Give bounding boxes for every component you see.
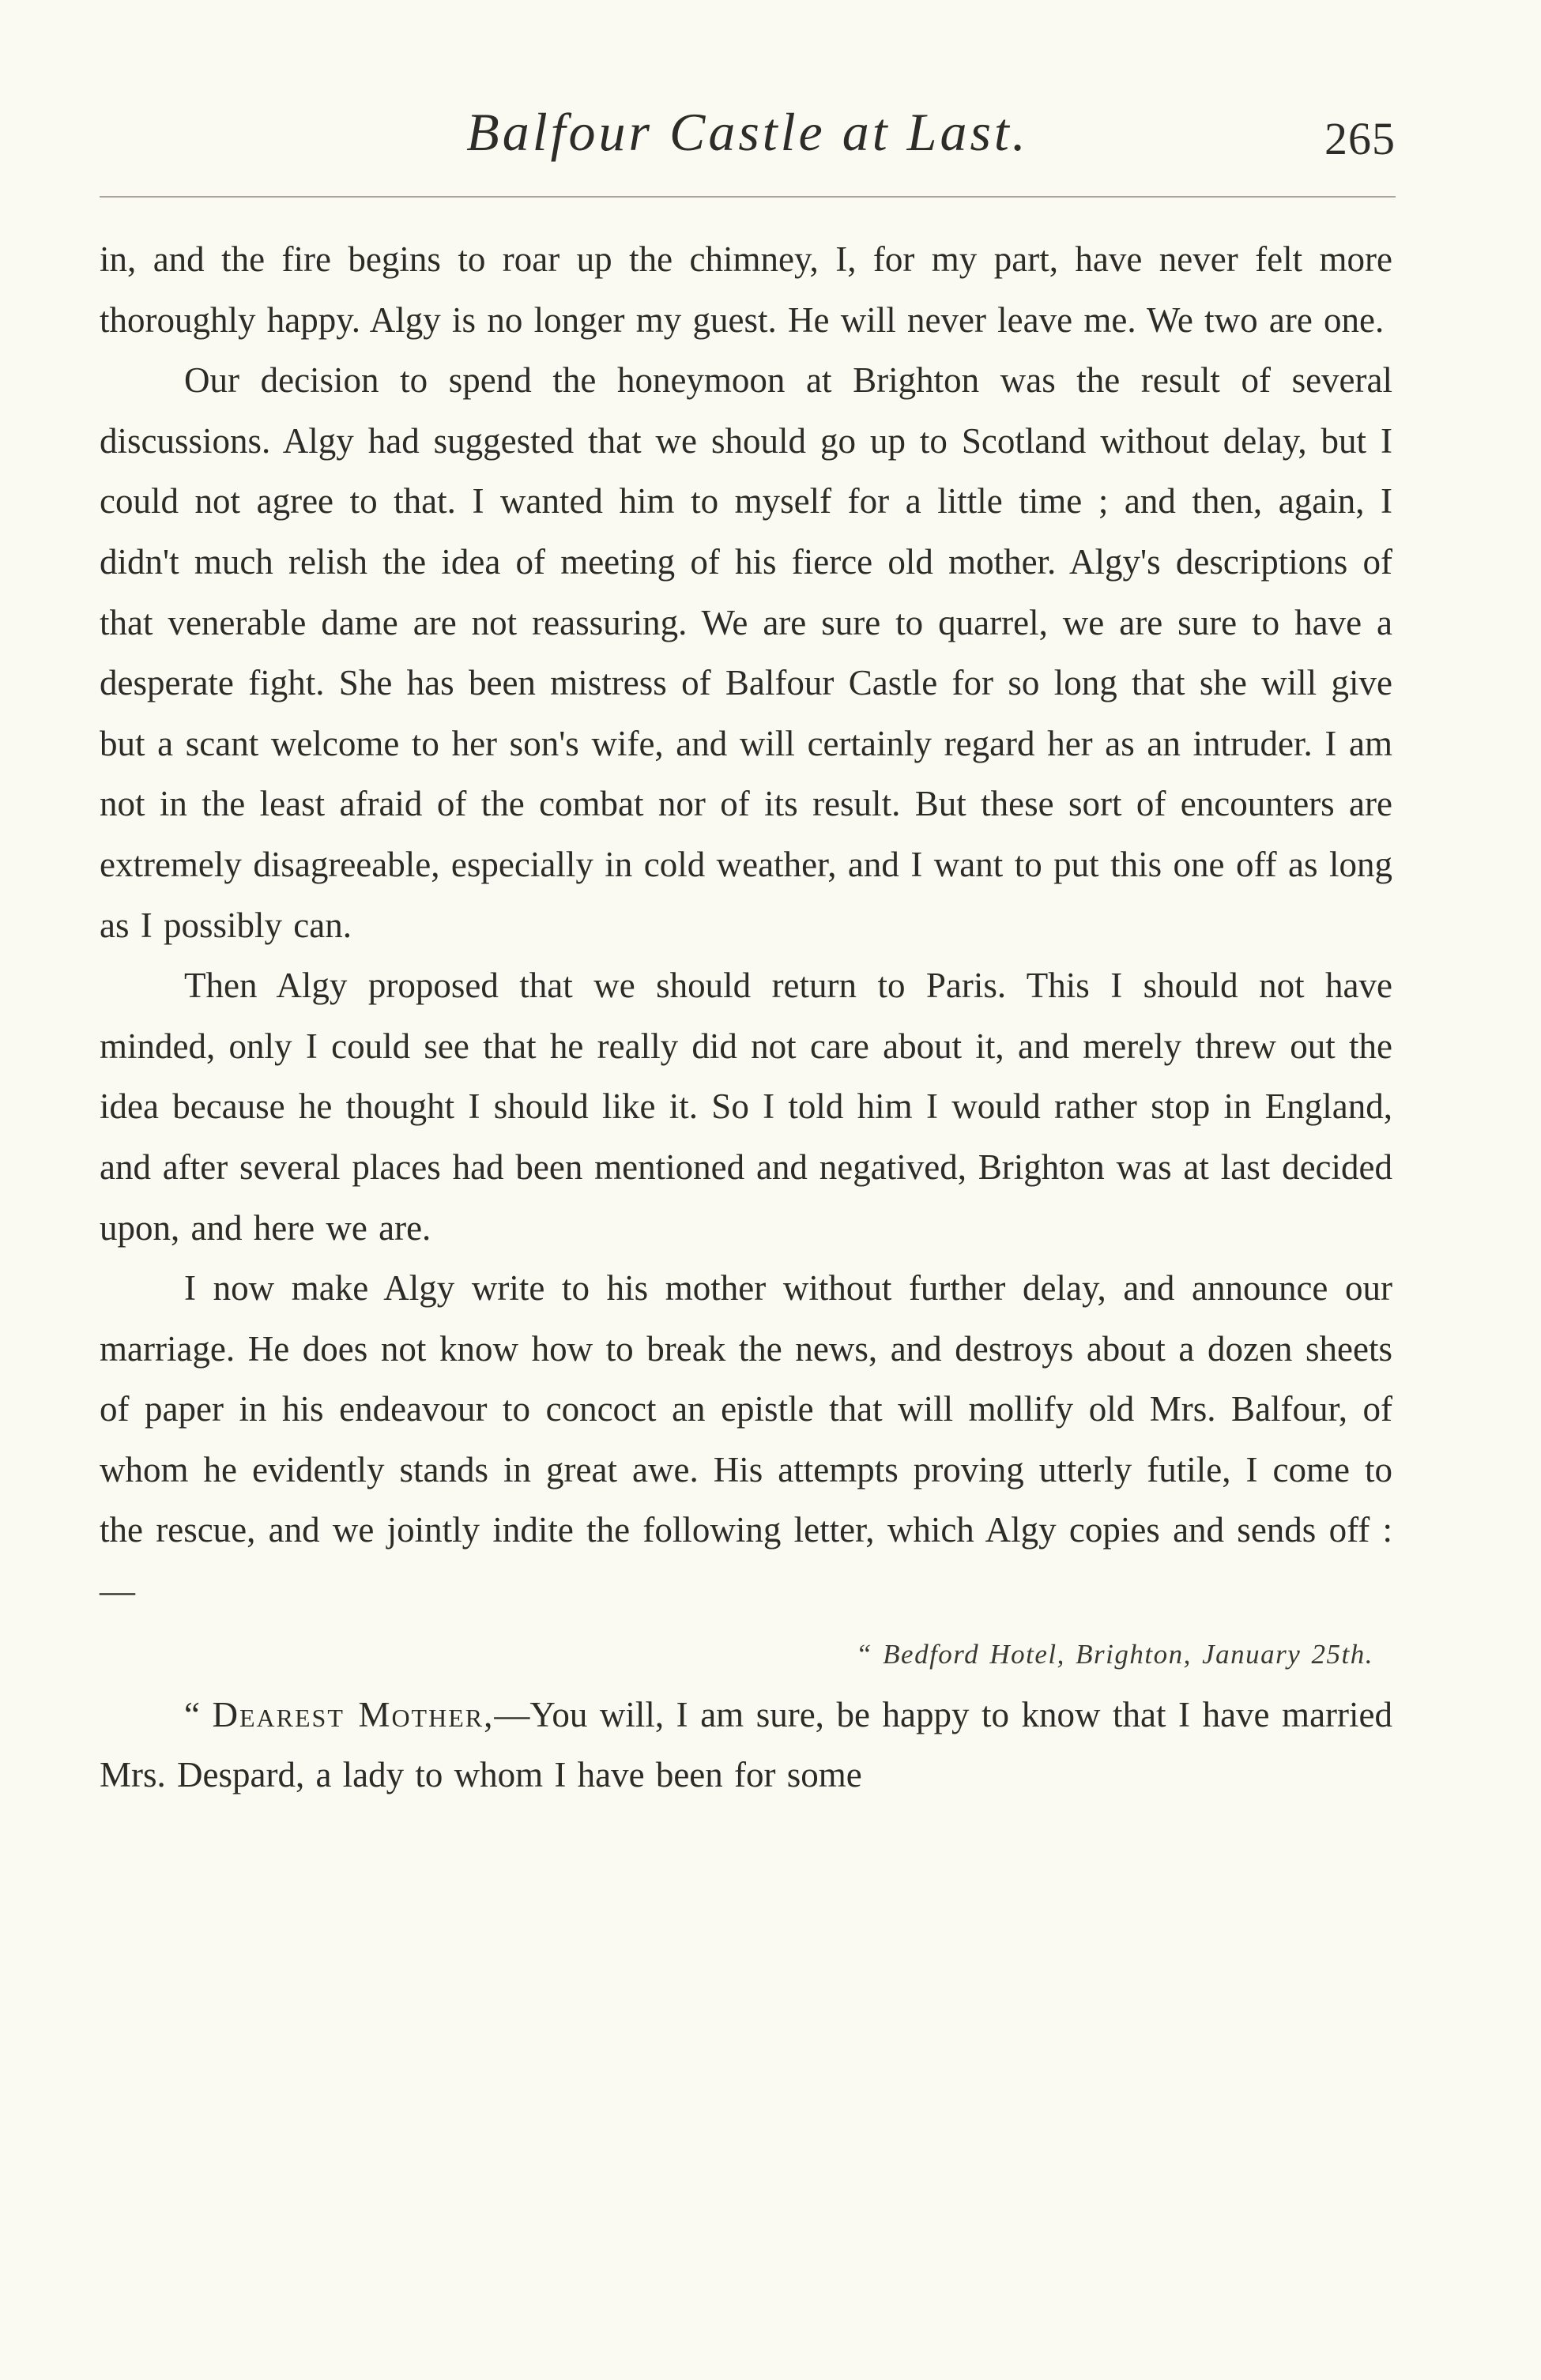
letter-open-quote: “ [184, 1694, 213, 1734]
letter-salutation: Dearest Mother, [212, 1694, 495, 1734]
body-text [100, 229, 1392, 1806]
paragraph-4: I now make Algy write to his mother without further delay, and announce our marriage. He does not know how to break the news, and destroys about a dozen sheets of paper in his endeavour to concoct an epistle that will mollify old Mrs. Balfour, of whom he evidently stands in great awe. His attempts proving utterly futile, I come to the rescue, and we jointly indite the following letter, which Algy copies and sends off :— [100, 1268, 1392, 1611]
letter-body: —You will, I am sure, be happy to know that I have married Mrs. Despard, a lady to whom I have been for some [100, 1694, 1392, 1795]
running-head [100, 101, 1396, 172]
running-title: Balfour Castle at Last. [466, 102, 1029, 162]
page-number: 265 [1324, 113, 1396, 164]
letter-dateline: “ Bedford Hotel, Brighton, January 25th. [855, 1638, 1373, 1670]
paragraph-1: in, and the fire begins to roar up the chimney, I, for my part, have never felt more thoroughly happy. Algy is no longer my guest. He will never leave me. We two are one. [100, 239, 1392, 340]
paragraph-2: Our decision to spend the honeymoon at Brighton was the result of several discussions. Algy had suggested that we should go up to Scotland without delay, but I could not agree to that. I wanted him to myself for a little time ; and then, again, I didn't much relish the idea of meeting of his fierce old mother. Algy's descriptions of that venerable dame are not reassuring. We are sure to quarrel, we are sure to have a desperate fight. She has been mistress of Balfour Castle for so long that she will give but a scant welcome to her son's wife, and will certainly regard her as an intruder. I am not in the least afraid of the combat nor of its result. But these sort of encounters are extremely disagreeable, especially in cold weather, and I want to put this one off as long as I possibly can. [100, 360, 1392, 945]
letter-opening [100, 1685, 1392, 1806]
header-rule [100, 196, 1396, 198]
paragraph-3: Then Algy proposed that we should return to Paris. This I should not have minded, only I could see that he really did not care about it, and merely threw out the idea because he thought I should like it. So I told him I would rather stop in England, and after several places had been mentioned and negatived, Brighton was at last decided upon, and here we are. [100, 966, 1392, 1248]
